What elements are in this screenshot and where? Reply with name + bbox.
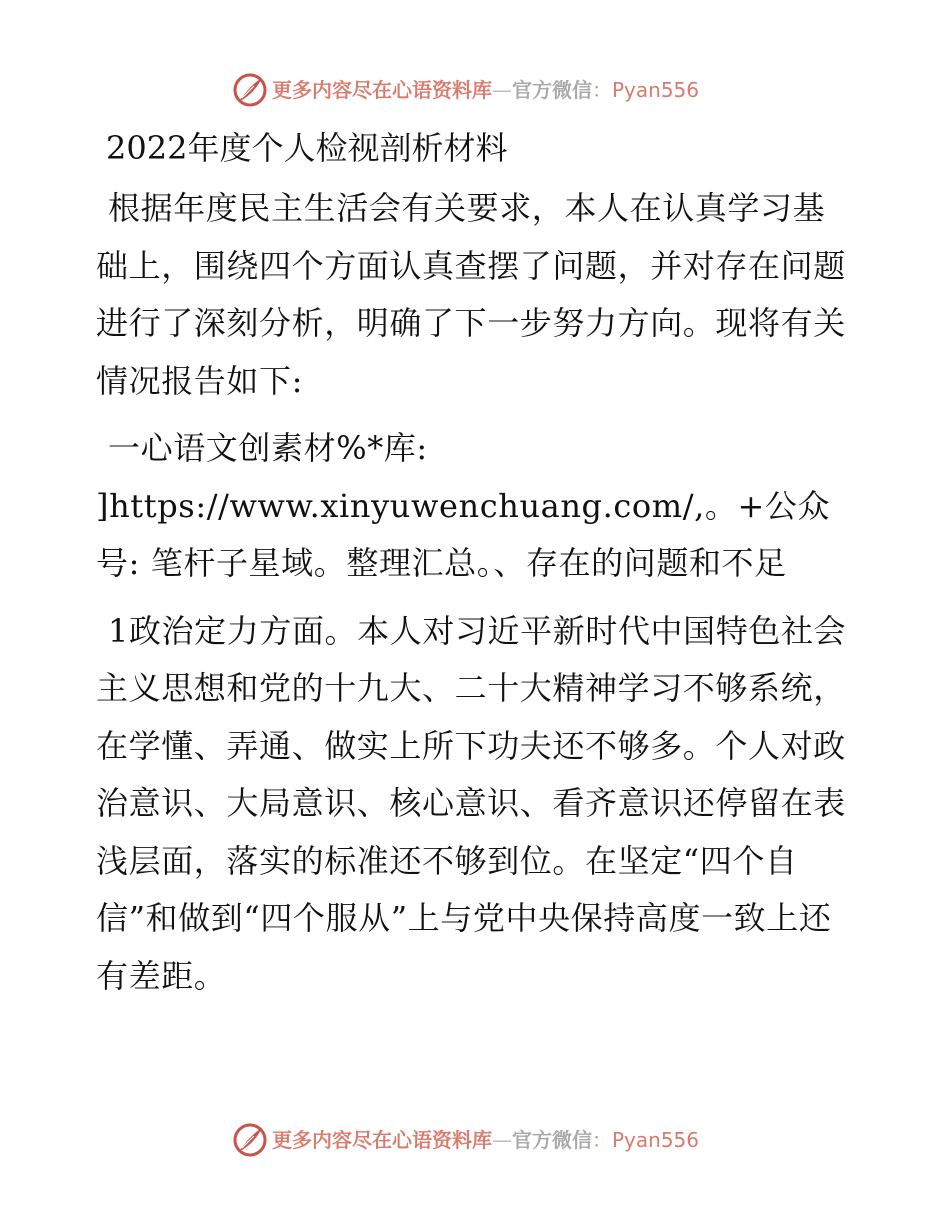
document-title: 2022年度个人检视剖析材料: [106, 129, 508, 167]
document-body: [96, 118, 856, 1015]
watermark-wechat-id: Pyan556: [612, 78, 700, 102]
watermark-dash: —: [492, 78, 512, 102]
watermark-separator: ：: [592, 1128, 612, 1152]
feather-pen-logo-icon: [232, 1122, 268, 1158]
feather-pen-logo-icon: [232, 72, 268, 108]
paragraph-political-text: 1政治定力方面。本人对习近平新时代中国特色社会主义思想和党的十九大、二十大精神学习不够系统，在学懂、弄通、做实上所下功夫还不够多。个人对政治意识、大局意识、核心意识、看齐意识还停留在表浅层面，落实的标准还不够到位。在坚定“四个自信”和做到“四个服从”上与党中央保持高度一致上还有差距。: [96, 611, 847, 995]
watermark-main-text: 更多内容尽在心语资料库: [272, 1128, 492, 1152]
paragraph-source: [96, 420, 856, 593]
header-watermark: [0, 70, 950, 110]
paragraph-intro: [96, 180, 856, 410]
watermark-dash: —: [492, 1128, 512, 1152]
watermark-text: [272, 76, 699, 104]
watermark-wechat-id: Pyan556: [612, 1128, 700, 1152]
footer-watermark: [0, 1120, 950, 1160]
paragraph-intro-text: 根据年度民主生活会有关要求，本人在认真学习基础上，围绕四个方面认真查摆了问题，并对存在问题进行了深刻分析，明确了下一步努力方向。现将有关情况报告如下:: [96, 189, 846, 400]
watermark-text: [272, 1126, 699, 1154]
watermark-sub-text: 官方微信: [512, 1128, 592, 1152]
watermark-sub-text: 官方微信: [512, 78, 592, 102]
watermark-main-text: 更多内容尽在心语资料库: [272, 78, 492, 102]
watermark-separator: ：: [592, 78, 612, 102]
paragraph-source-text: 一心语文创素材%*库: ]https://www.xinyuwenchuang.com/,。+公众号: 笔杆子星域。整理汇总。、存在的问题和不足: [96, 429, 831, 582]
paragraph-political: [96, 603, 856, 1006]
